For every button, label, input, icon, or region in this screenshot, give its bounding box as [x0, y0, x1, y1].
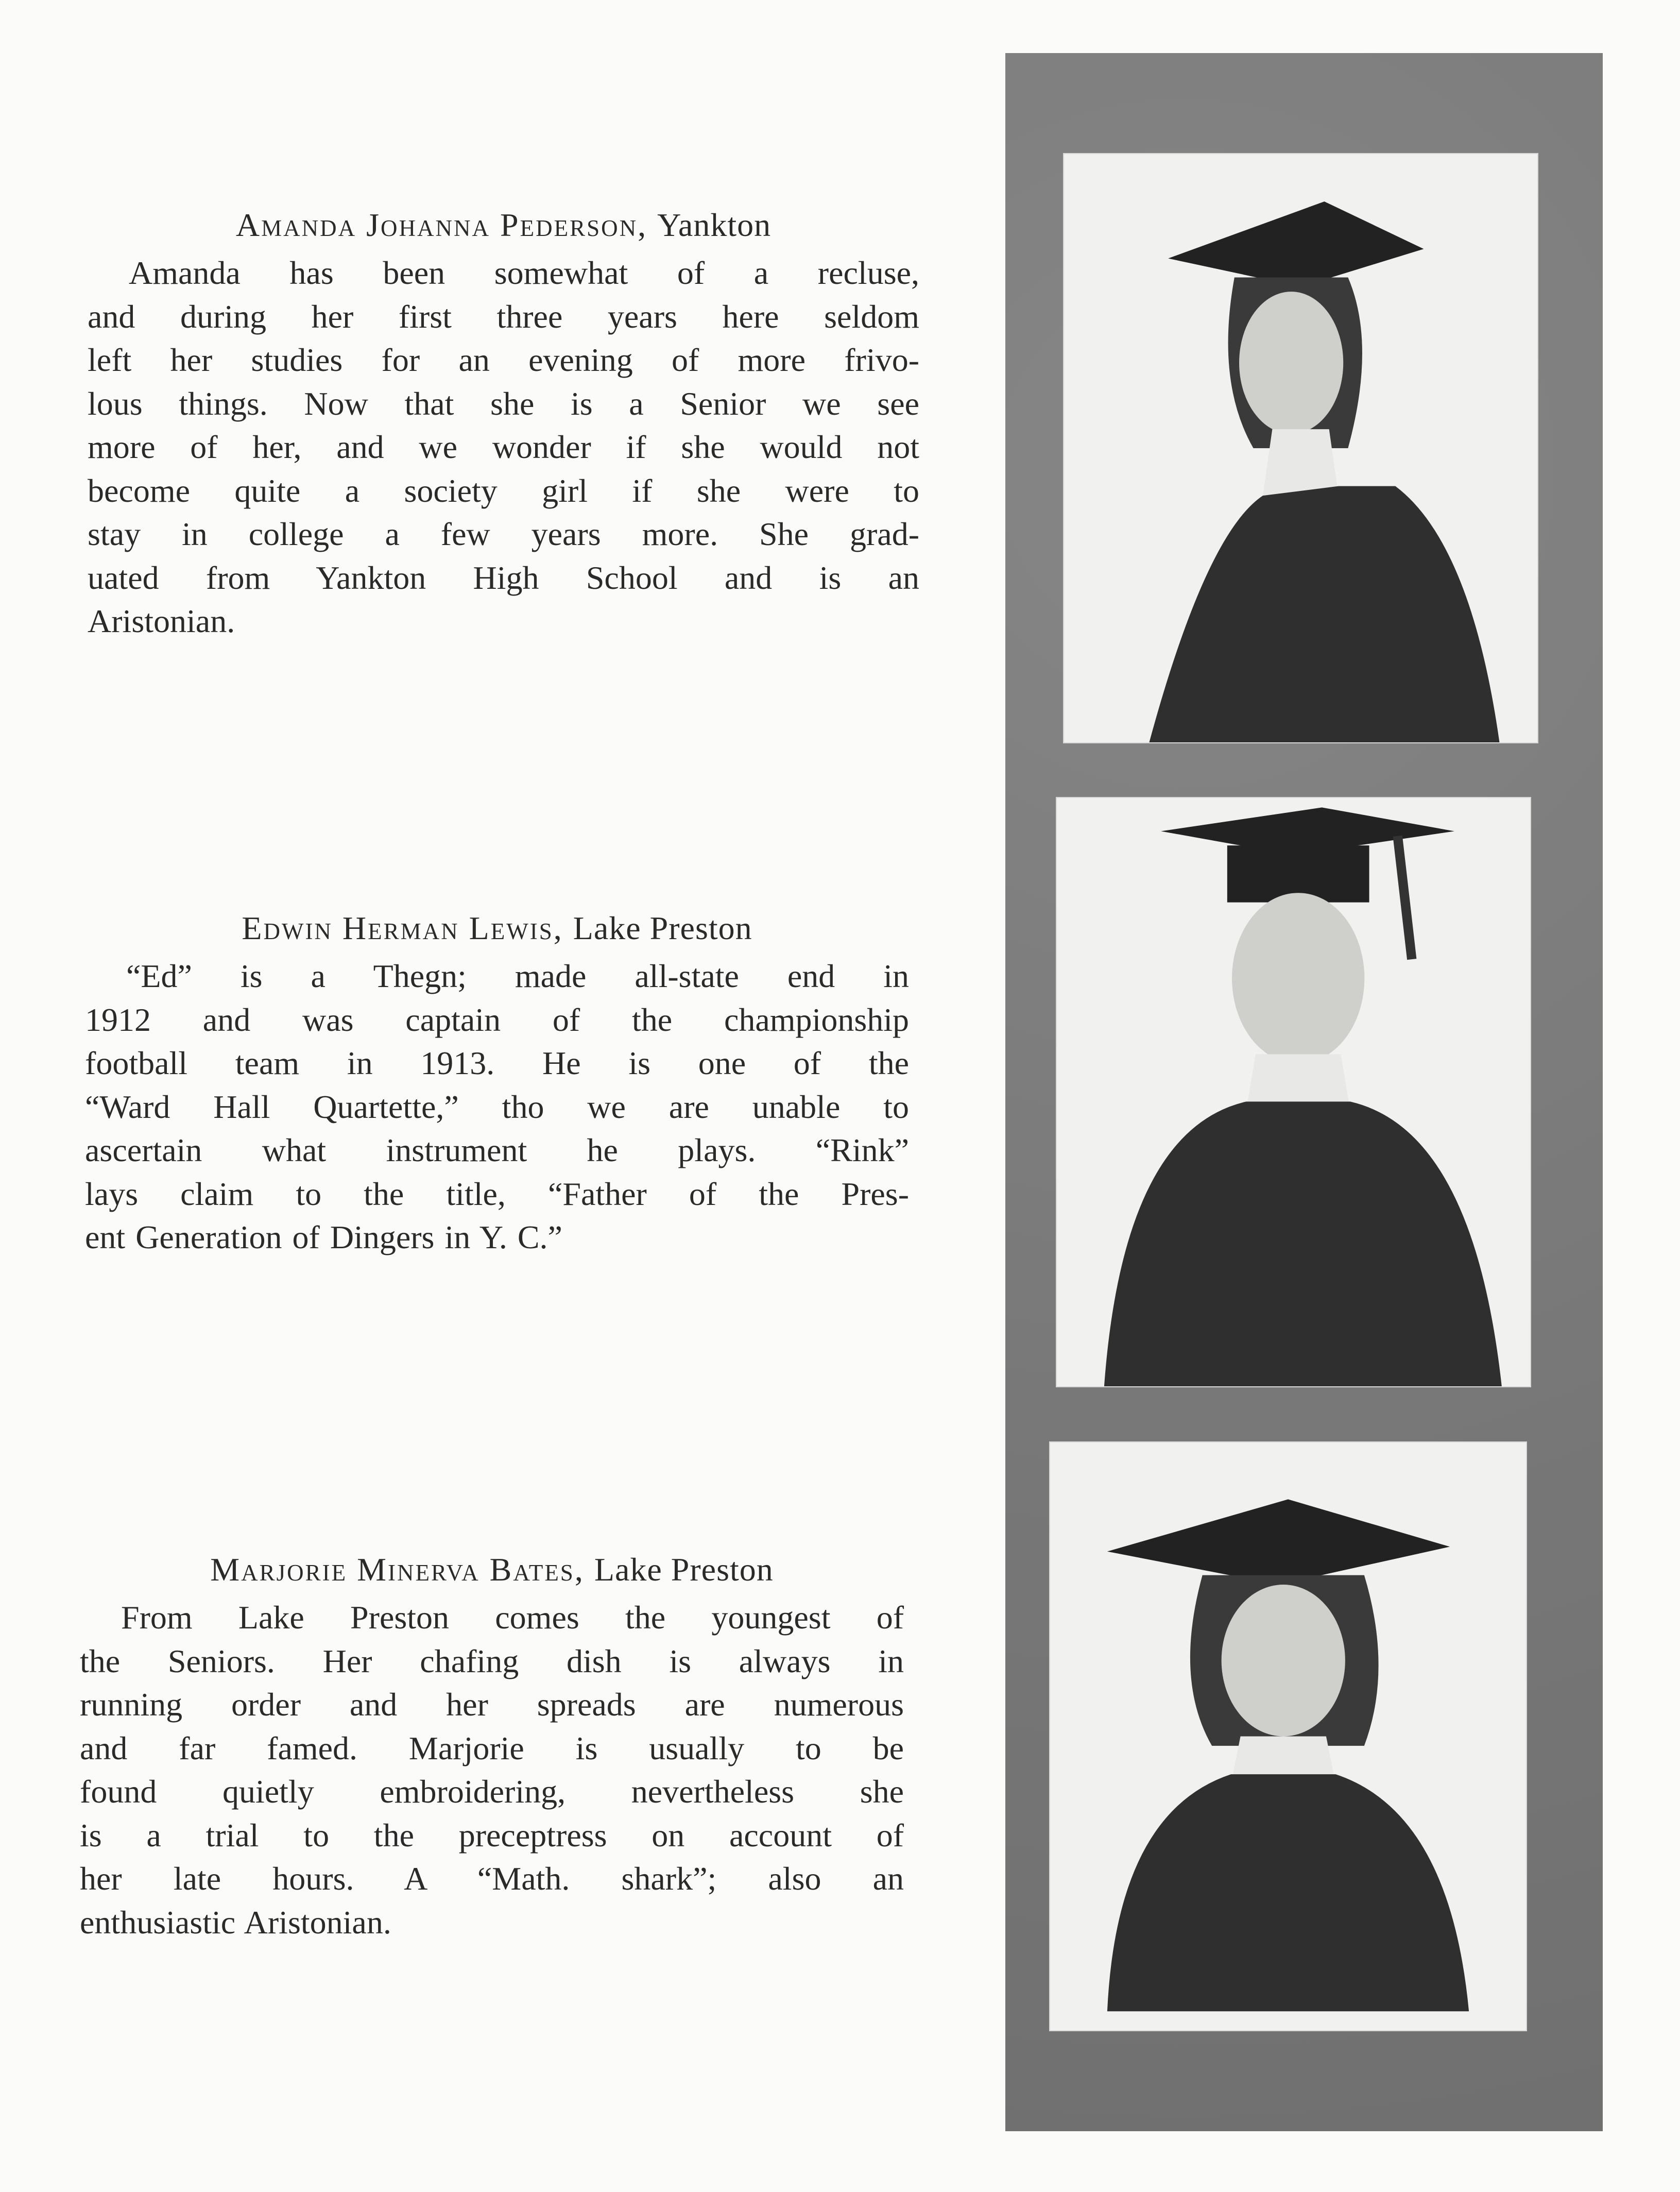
- bio-line: lays claim to the title, “Father of the Pres-: [85, 1175, 909, 1212]
- entry-bates: [80, 1551, 904, 1944]
- bio-line: Aristonian.: [88, 603, 235, 639]
- bio-line: more of her, and we wonder if she would not: [88, 429, 919, 465]
- bio-line: ascertain what instrument he plays. “Rink”: [85, 1132, 909, 1168]
- bio-line: From Lake Preston comes the youngest of: [121, 1599, 904, 1636]
- entry-pederson: [88, 206, 919, 643]
- student-name: Amanda Johanna Pederson: [235, 207, 638, 243]
- hometown: Yankton: [657, 207, 772, 243]
- bio-paragraph: [85, 955, 909, 1260]
- bio-line: enthusiastic Aristonian.: [80, 1904, 391, 1941]
- separator: ,: [574, 1551, 594, 1588]
- bio-line: ent Generation of Dingers in Y. C.”: [85, 1219, 562, 1255]
- name-heading-bates: [80, 1551, 904, 1589]
- bio-line: Amanda has been somewhat of a recluse,: [129, 254, 919, 291]
- bio-line: lous things. Now that she is a Senior we see: [88, 385, 919, 422]
- name-heading-pederson: [88, 206, 919, 244]
- bio-line: found quietly embroidering, nevertheless she: [80, 1773, 904, 1810]
- portrait-bates: [1050, 1442, 1526, 2030]
- bio-line: 1912 and was captain of the championship: [85, 1001, 909, 1038]
- bio-line: her late hours. A “Math. shark”; also an: [80, 1860, 904, 1897]
- photo-strip: [1005, 53, 1603, 2131]
- bio-line: “Ed” is a Thegn; made all-state end in: [126, 958, 909, 994]
- name-heading-lewis: [85, 909, 909, 947]
- entry-lewis: [85, 909, 909, 1260]
- hometown: Lake Preston: [594, 1551, 774, 1588]
- portrait-pederson: [1064, 154, 1537, 742]
- bio-line: uated from Yankton High School and is an: [88, 559, 919, 596]
- portrait-lewis: [1057, 798, 1530, 1386]
- bio-line: “Ward Hall Quartette,” tho we are unable to: [85, 1088, 909, 1125]
- hometown: Lake Preston: [573, 910, 752, 946]
- bio-line: football team in 1913. He is one of the: [85, 1045, 909, 1081]
- bio-paragraph: [88, 251, 919, 643]
- bio-line: the Seniors. Her chafing dish is always in: [80, 1642, 904, 1679]
- separator: ,: [553, 910, 573, 946]
- bio-line: is a trial to the preceptress on account of: [80, 1816, 904, 1854]
- bio-line: become quite a society girl if she were to: [88, 472, 919, 509]
- bio-line: stay in college a few years more. She grad-: [88, 516, 919, 552]
- student-name: Edwin Herman Lewis: [242, 910, 554, 946]
- separator: ,: [638, 207, 658, 243]
- bio-paragraph: [80, 1596, 904, 1944]
- bio-line: and during her first three years here seldom: [88, 298, 919, 335]
- bio-line: running order and her spreads are numerous: [80, 1686, 904, 1723]
- bio-line: and far famed. Marjorie is usually to be: [80, 1729, 904, 1766]
- student-name: Marjorie Minerva Bates: [210, 1551, 575, 1588]
- bio-line: left her studies for an evening of more frivo-: [88, 342, 919, 378]
